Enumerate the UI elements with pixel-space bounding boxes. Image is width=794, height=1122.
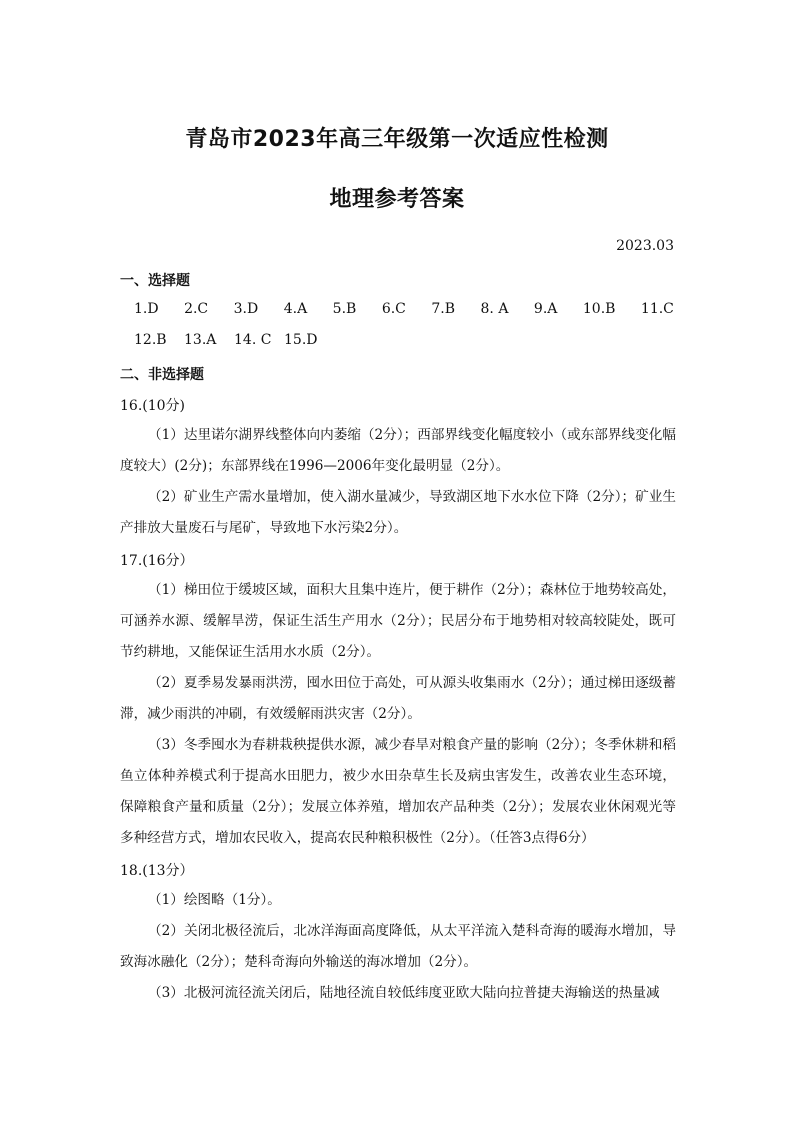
choice-answers-row-1 (134, 301, 674, 317)
choice-answers-row-2 (134, 332, 694, 348)
answer-item: 3.D (233, 301, 259, 317)
question-16-answer-1: （1）达里诺尔湖界线整体向内萎缩（2分）；西部界线变化幅度较小（或东部界线变化幅度较大）(2分)；东部界线在1996—2006年变化最明显（2分）。 (120, 427, 676, 474)
document-date: 2023.03 (616, 238, 674, 254)
question-18-answer-2: （2）关闭北极径流后，北冰洋海面高度降低，从太平洋流入楚科奇海的暖海水增加，导致海冰融化（2分）；楚科奇海向外输送的海冰增加（2分）。 (120, 923, 676, 970)
answer-item: 4.A (283, 301, 308, 317)
answer-item: 13.A (184, 332, 217, 348)
answer-item: 5.B (332, 301, 357, 317)
question-16-answer-2: （2）矿业生产需水量增加，使入湖水量减少，导致湖区地下水水位下降（2分）；矿业生产排放大量废石与尾矿，导致地下水污染2分）。 (120, 489, 676, 536)
question-17-label: 17.(16分） (120, 553, 194, 569)
answer-item: 12.B (134, 332, 167, 348)
question-18-label: 18.(13分） (120, 863, 194, 879)
section-heading-choice: 一、选择题 (120, 273, 190, 289)
document-subtitle: 地理参考答案 (329, 187, 465, 212)
answer-item: 11.C (640, 301, 674, 317)
answer-item: 14. C (234, 332, 272, 348)
answer-item: 9.A (533, 301, 558, 317)
answer-item: 1.D (134, 301, 159, 317)
question-17-answer-1: （1）梯田位于缓坡区域，面积大且集中连片，便于耕作（2分）；森林位于地势较高处，可涵养水源、缓解旱涝，保证生活生产用水（2分）；民居分布于地势相对较高较陡处，既可节约耕地，又能保证生活用水水质（2分）。 (120, 582, 676, 660)
answer-item: 6.C (381, 301, 406, 317)
answer-item: 10.B (582, 301, 616, 317)
question-18-answer-3: （3）北极河流径流关闭后，陆地径流自较低纬度亚欧大陆向拉普捷夫海输送的热量减 (148, 985, 660, 1001)
document-title: 青岛市2023年高三年级第一次适应性检测 (185, 127, 609, 152)
answer-item: 7.B (431, 301, 456, 317)
question-16-label: 16.(10分) (120, 398, 186, 414)
answer-item: 8. A (480, 301, 509, 317)
question-18-answer-1: （1）绘图略（1分）。 (148, 892, 281, 908)
answer-item: 15.D (284, 332, 318, 348)
section-heading-nonchoice: 二、非选择题 (120, 367, 204, 383)
question-17-answer-2: （2）夏季易发暴雨洪涝，囤水田位于高处，可从源头收集雨水（2分）；通过梯田逐级蓄滞，减少雨洪的冲刷，有效缓解雨洪灾害（2分）。 (120, 675, 676, 722)
answer-item: 2.C (184, 301, 209, 317)
question-17-answer-3: （3）冬季囤水为春耕栽秧提供水源，减少春旱对粮食产量的影响（2分）；冬季休耕和稻鱼立体种养模式利于提高水田肥力，被少水田杂草生长及病虫害发生，改善农业生态环境，保障粮食产量和质量（2分）；发展立体养殖，增加农产品种类（2分）；发展农业休闲观光等多种经营方式，增加农民收入，提高农民种粮积极性（2分）。（任答3点得6分） (120, 737, 676, 846)
